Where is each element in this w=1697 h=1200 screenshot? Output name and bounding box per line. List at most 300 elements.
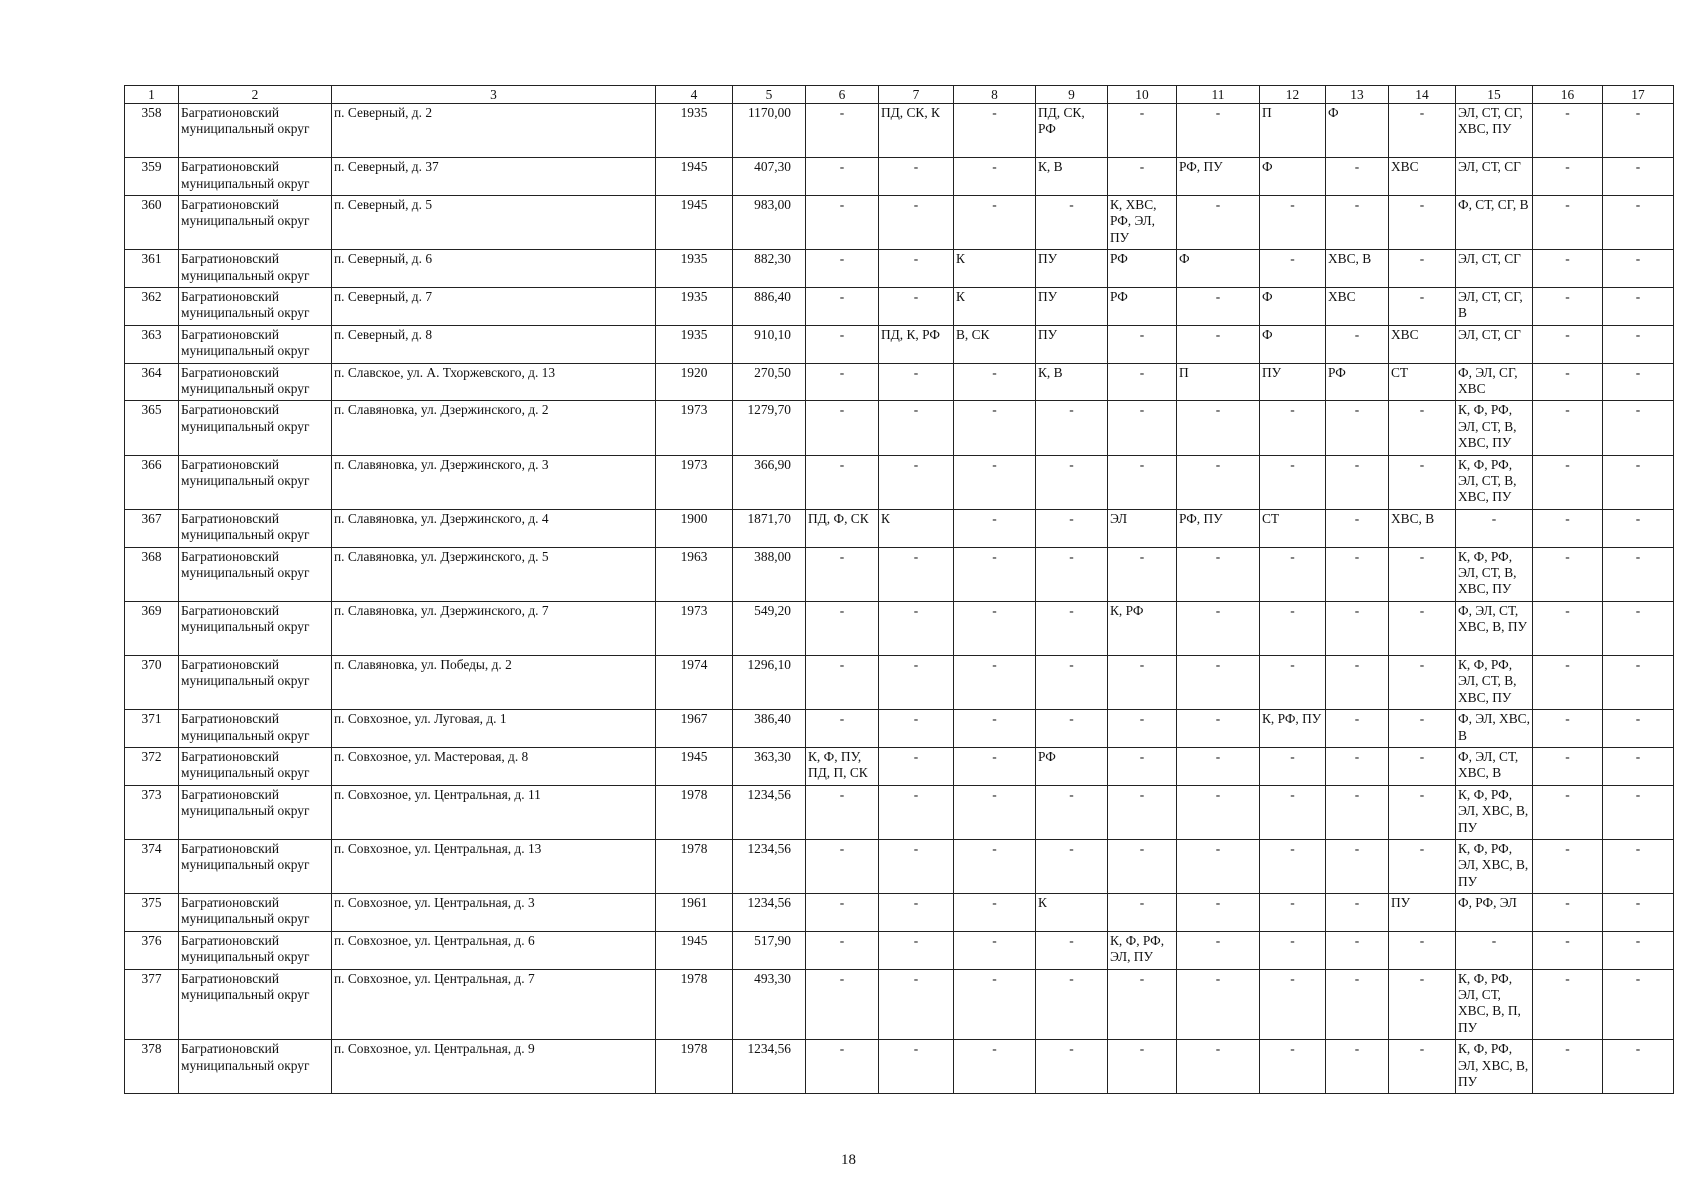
cell-col-9: -: [1036, 401, 1108, 455]
cell-col-6: -: [806, 785, 879, 839]
cell-col-2: Багратионовский муниципальный округ: [179, 287, 332, 325]
cell-col-5: 363,30: [733, 747, 806, 785]
cell-col-13: -: [1326, 839, 1389, 893]
cell-col-6: -: [806, 931, 879, 969]
cell-col-9: РФ: [1036, 747, 1108, 785]
cell-col-13: -: [1326, 455, 1389, 509]
cell-col-1: 374: [125, 839, 179, 893]
cell-col-8: -: [954, 655, 1036, 709]
cell-col-11: -: [1177, 655, 1260, 709]
cell-col-12: -: [1260, 931, 1326, 969]
cell-col-13: РФ: [1326, 363, 1389, 401]
cell-col-17: -: [1603, 747, 1674, 785]
cell-col-4: 1945: [656, 747, 733, 785]
cell-col-14: -: [1389, 747, 1456, 785]
cell-col-11: -: [1177, 195, 1260, 249]
cell-col-17: -: [1603, 104, 1674, 158]
cell-col-8: -: [954, 1040, 1036, 1094]
cell-col-5: 1871,70: [733, 509, 806, 547]
cell-col-8: -: [954, 785, 1036, 839]
cell-col-10: -: [1108, 1040, 1177, 1094]
column-header-5: 5: [733, 86, 806, 104]
cell-col-17: -: [1603, 547, 1674, 601]
cell-col-16: -: [1533, 601, 1603, 655]
cell-col-13: -: [1326, 785, 1389, 839]
cell-col-9: ПД, СК, РФ: [1036, 104, 1108, 158]
cell-col-1: 360: [125, 195, 179, 249]
cell-col-12: -: [1260, 655, 1326, 709]
cell-col-16: -: [1533, 250, 1603, 288]
cell-col-6: К, Ф, ПУ, ПД, П, СК: [806, 747, 879, 785]
cell-col-3: п. Славяновка, ул. Дзержинского, д. 7: [332, 601, 656, 655]
cell-col-3: п. Северный, д. 6: [332, 250, 656, 288]
cell-col-14: -: [1389, 601, 1456, 655]
table-header: [125, 86, 1674, 104]
cell-col-3: п. Славяновка, ул. Дзержинского, д. 2: [332, 401, 656, 455]
cell-col-1: 367: [125, 509, 179, 547]
cell-col-14: -: [1389, 785, 1456, 839]
cell-col-9: -: [1036, 655, 1108, 709]
cell-col-11: Ф: [1177, 250, 1260, 288]
cell-col-7: -: [879, 601, 954, 655]
cell-col-10: -: [1108, 363, 1177, 401]
cell-col-5: 549,20: [733, 601, 806, 655]
cell-col-1: 378: [125, 1040, 179, 1094]
cell-col-10: -: [1108, 710, 1177, 748]
cell-col-11: -: [1177, 287, 1260, 325]
cell-col-14: -: [1389, 931, 1456, 969]
cell-col-8: -: [954, 104, 1036, 158]
column-header-4: 4: [656, 86, 733, 104]
cell-col-7: К: [879, 509, 954, 547]
cell-col-13: -: [1326, 710, 1389, 748]
cell-col-8: -: [954, 547, 1036, 601]
cell-col-4: 1945: [656, 195, 733, 249]
cell-col-6: -: [806, 547, 879, 601]
cell-col-11: -: [1177, 547, 1260, 601]
cell-col-10: -: [1108, 839, 1177, 893]
cell-col-17: -: [1603, 195, 1674, 249]
cell-col-9: -: [1036, 601, 1108, 655]
housing-register-table: [124, 85, 1674, 1094]
header-row: [125, 86, 1674, 104]
table-row: [125, 250, 1674, 288]
cell-col-16: -: [1533, 785, 1603, 839]
cell-col-14: -: [1389, 455, 1456, 509]
cell-col-10: -: [1108, 785, 1177, 839]
cell-col-13: -: [1326, 601, 1389, 655]
cell-col-4: 1973: [656, 401, 733, 455]
cell-col-6: -: [806, 363, 879, 401]
cell-col-10: К, Ф, РФ, ЭЛ, ПУ: [1108, 931, 1177, 969]
cell-col-5: 1234,56: [733, 1040, 806, 1094]
cell-col-13: Ф: [1326, 104, 1389, 158]
cell-col-4: 1935: [656, 104, 733, 158]
cell-col-14: -: [1389, 969, 1456, 1040]
cell-col-7: -: [879, 710, 954, 748]
cell-col-16: -: [1533, 158, 1603, 196]
column-header-17: 17: [1603, 86, 1674, 104]
cell-col-5: 1279,70: [733, 401, 806, 455]
cell-col-14: -: [1389, 839, 1456, 893]
table-row: [125, 747, 1674, 785]
cell-col-1: 370: [125, 655, 179, 709]
cell-col-11: -: [1177, 325, 1260, 363]
cell-col-1: 368: [125, 547, 179, 601]
cell-col-8: -: [954, 363, 1036, 401]
cell-col-4: 1935: [656, 287, 733, 325]
cell-col-15: К, Ф, РФ, ЭЛ, ХВС, В, ПУ: [1456, 839, 1533, 893]
table-body: [125, 104, 1674, 1094]
cell-col-7: -: [879, 969, 954, 1040]
cell-col-4: 1935: [656, 325, 733, 363]
cell-col-13: -: [1326, 509, 1389, 547]
cell-col-15: К, Ф, РФ, ЭЛ, СТ, В, ХВС, ПУ: [1456, 655, 1533, 709]
cell-col-9: -: [1036, 195, 1108, 249]
cell-col-3: п. Совхозное, ул. Мастеровая, д. 8: [332, 747, 656, 785]
cell-col-14: -: [1389, 401, 1456, 455]
column-header-14: 14: [1389, 86, 1456, 104]
cell-col-17: -: [1603, 287, 1674, 325]
cell-col-15: -: [1456, 931, 1533, 969]
cell-col-12: Ф: [1260, 158, 1326, 196]
cell-col-2: Багратионовский муниципальный округ: [179, 455, 332, 509]
cell-col-5: 882,30: [733, 250, 806, 288]
cell-col-7: -: [879, 931, 954, 969]
cell-col-3: п. Северный, д. 37: [332, 158, 656, 196]
cell-col-15: К, Ф, РФ, ЭЛ, СТ, В, ХВС, ПУ: [1456, 547, 1533, 601]
cell-col-1: 362: [125, 287, 179, 325]
cell-col-1: 366: [125, 455, 179, 509]
cell-col-2: Багратионовский муниципальный округ: [179, 747, 332, 785]
cell-col-3: п. Северный, д. 2: [332, 104, 656, 158]
cell-col-16: -: [1533, 401, 1603, 455]
column-header-15: 15: [1456, 86, 1533, 104]
cell-col-15: К, Ф, РФ, ЭЛ, СТ, В, ХВС, ПУ: [1456, 401, 1533, 455]
table-row: [125, 785, 1674, 839]
cell-col-14: -: [1389, 710, 1456, 748]
cell-col-3: п. Совхозное, ул. Центральная, д. 7: [332, 969, 656, 1040]
cell-col-6: -: [806, 287, 879, 325]
table-row: [125, 195, 1674, 249]
cell-col-8: -: [954, 969, 1036, 1040]
cell-col-9: ПУ: [1036, 287, 1108, 325]
cell-col-16: -: [1533, 839, 1603, 893]
cell-col-2: Багратионовский муниципальный округ: [179, 363, 332, 401]
cell-col-14: ХВС, В: [1389, 509, 1456, 547]
cell-col-13: ХВС, В: [1326, 250, 1389, 288]
cell-col-10: -: [1108, 969, 1177, 1040]
cell-col-13: -: [1326, 655, 1389, 709]
cell-col-16: -: [1533, 287, 1603, 325]
cell-col-15: -: [1456, 509, 1533, 547]
cell-col-10: -: [1108, 747, 1177, 785]
cell-col-15: Ф, ЭЛ, СТ, ХВС, В, ПУ: [1456, 601, 1533, 655]
cell-col-5: 386,40: [733, 710, 806, 748]
cell-col-10: -: [1108, 547, 1177, 601]
cell-col-1: 369: [125, 601, 179, 655]
cell-col-3: п. Совхозное, ул. Центральная, д. 11: [332, 785, 656, 839]
cell-col-4: 1978: [656, 839, 733, 893]
cell-col-8: В, СК: [954, 325, 1036, 363]
column-header-8: 8: [954, 86, 1036, 104]
cell-col-6: -: [806, 839, 879, 893]
cell-col-15: К, Ф, РФ, ЭЛ, СТ, ХВС, В, П, ПУ: [1456, 969, 1533, 1040]
cell-col-6: ПД, Ф, СК: [806, 509, 879, 547]
table-row: [125, 969, 1674, 1040]
cell-col-17: -: [1603, 158, 1674, 196]
cell-col-3: п. Славяновка, ул. Дзержинского, д. 5: [332, 547, 656, 601]
cell-col-4: 1900: [656, 509, 733, 547]
cell-col-16: -: [1533, 931, 1603, 969]
cell-col-7: -: [879, 894, 954, 932]
cell-col-13: -: [1326, 969, 1389, 1040]
cell-col-17: -: [1603, 969, 1674, 1040]
table-row: [125, 158, 1674, 196]
cell-col-3: п. Славяновка, ул. Победы, д. 2: [332, 655, 656, 709]
cell-col-14: -: [1389, 250, 1456, 288]
column-header-12: 12: [1260, 86, 1326, 104]
cell-col-3: п. Северный, д. 8: [332, 325, 656, 363]
cell-col-10: -: [1108, 655, 1177, 709]
cell-col-4: 1920: [656, 363, 733, 401]
cell-col-4: 1967: [656, 710, 733, 748]
cell-col-12: -: [1260, 547, 1326, 601]
cell-col-5: 493,30: [733, 969, 806, 1040]
cell-col-12: Ф: [1260, 325, 1326, 363]
cell-col-4: 1963: [656, 547, 733, 601]
cell-col-10: -: [1108, 455, 1177, 509]
cell-col-1: 361: [125, 250, 179, 288]
column-header-7: 7: [879, 86, 954, 104]
cell-col-11: -: [1177, 931, 1260, 969]
cell-col-7: -: [879, 785, 954, 839]
cell-col-17: -: [1603, 839, 1674, 893]
cell-col-12: -: [1260, 839, 1326, 893]
cell-col-9: К, В: [1036, 363, 1108, 401]
cell-col-12: СТ: [1260, 509, 1326, 547]
cell-col-1: 372: [125, 747, 179, 785]
table-row: [125, 839, 1674, 893]
cell-col-7: -: [879, 287, 954, 325]
cell-col-4: 1973: [656, 455, 733, 509]
cell-col-8: -: [954, 509, 1036, 547]
cell-col-3: п. Славяновка, ул. Дзержинского, д. 3: [332, 455, 656, 509]
cell-col-17: -: [1603, 931, 1674, 969]
cell-col-5: 1170,00: [733, 104, 806, 158]
cell-col-6: -: [806, 401, 879, 455]
cell-col-13: -: [1326, 401, 1389, 455]
cell-col-11: -: [1177, 710, 1260, 748]
cell-col-1: 371: [125, 710, 179, 748]
cell-col-11: РФ, ПУ: [1177, 158, 1260, 196]
table-row: [125, 509, 1674, 547]
cell-col-14: ПУ: [1389, 894, 1456, 932]
cell-col-9: -: [1036, 509, 1108, 547]
cell-col-14: -: [1389, 195, 1456, 249]
cell-col-8: -: [954, 601, 1036, 655]
cell-col-16: -: [1533, 747, 1603, 785]
column-header-16: 16: [1533, 86, 1603, 104]
cell-col-13: -: [1326, 158, 1389, 196]
cell-col-8: -: [954, 894, 1036, 932]
cell-col-4: 1978: [656, 1040, 733, 1094]
cell-col-14: -: [1389, 655, 1456, 709]
cell-col-6: -: [806, 969, 879, 1040]
table-row: [125, 455, 1674, 509]
cell-col-13: ХВС: [1326, 287, 1389, 325]
cell-col-3: п. Совхозное, ул. Центральная, д. 9: [332, 1040, 656, 1094]
cell-col-7: -: [879, 401, 954, 455]
cell-col-15: ЭЛ, СТ, СГ, ХВС, ПУ: [1456, 104, 1533, 158]
cell-col-7: ПД, СК, К: [879, 104, 954, 158]
cell-col-7: -: [879, 547, 954, 601]
cell-col-15: ЭЛ, СТ, СГ: [1456, 250, 1533, 288]
cell-col-4: 1961: [656, 894, 733, 932]
cell-col-10: -: [1108, 894, 1177, 932]
cell-col-14: ХВС: [1389, 325, 1456, 363]
cell-col-1: 375: [125, 894, 179, 932]
cell-col-13: -: [1326, 747, 1389, 785]
cell-col-17: -: [1603, 655, 1674, 709]
cell-col-2: Багратионовский муниципальный округ: [179, 547, 332, 601]
cell-col-9: -: [1036, 455, 1108, 509]
cell-col-11: П: [1177, 363, 1260, 401]
cell-col-6: -: [806, 894, 879, 932]
cell-col-9: -: [1036, 839, 1108, 893]
cell-col-13: -: [1326, 931, 1389, 969]
cell-col-11: -: [1177, 969, 1260, 1040]
cell-col-15: Ф, ЭЛ, СТ, ХВС, В: [1456, 747, 1533, 785]
cell-col-8: К: [954, 287, 1036, 325]
cell-col-13: -: [1326, 325, 1389, 363]
cell-col-16: -: [1533, 325, 1603, 363]
cell-col-3: п. Северный, д. 7: [332, 287, 656, 325]
page-number: 18: [841, 1152, 856, 1168]
cell-col-5: 1234,56: [733, 839, 806, 893]
cell-col-12: -: [1260, 969, 1326, 1040]
cell-col-17: -: [1603, 401, 1674, 455]
cell-col-3: п. Славское, ул. А. Тхоржевского, д. 13: [332, 363, 656, 401]
cell-col-4: 1974: [656, 655, 733, 709]
cell-col-10: -: [1108, 325, 1177, 363]
cell-col-16: -: [1533, 655, 1603, 709]
cell-col-17: -: [1603, 785, 1674, 839]
cell-col-12: П: [1260, 104, 1326, 158]
cell-col-11: -: [1177, 894, 1260, 932]
cell-col-17: -: [1603, 1040, 1674, 1094]
table-row: [125, 325, 1674, 363]
cell-col-2: Багратионовский муниципальный округ: [179, 250, 332, 288]
cell-col-8: К: [954, 250, 1036, 288]
cell-col-10: РФ: [1108, 250, 1177, 288]
cell-col-2: Багратионовский муниципальный округ: [179, 839, 332, 893]
cell-col-17: -: [1603, 455, 1674, 509]
cell-col-1: 363: [125, 325, 179, 363]
cell-col-5: 1234,56: [733, 894, 806, 932]
cell-col-16: -: [1533, 710, 1603, 748]
cell-col-3: п. Совхозное, ул. Центральная, д. 3: [332, 894, 656, 932]
cell-col-2: Багратионовский муниципальный округ: [179, 325, 332, 363]
cell-col-16: -: [1533, 509, 1603, 547]
cell-col-16: -: [1533, 455, 1603, 509]
cell-col-1: 376: [125, 931, 179, 969]
cell-col-16: -: [1533, 894, 1603, 932]
cell-col-15: ЭЛ, СТ, СГ: [1456, 325, 1533, 363]
cell-col-9: -: [1036, 710, 1108, 748]
cell-col-5: 983,00: [733, 195, 806, 249]
cell-col-9: К, В: [1036, 158, 1108, 196]
cell-col-11: -: [1177, 601, 1260, 655]
cell-col-11: РФ, ПУ: [1177, 509, 1260, 547]
column-header-13: 13: [1326, 86, 1389, 104]
cell-col-16: -: [1533, 104, 1603, 158]
cell-col-2: Багратионовский муниципальный округ: [179, 785, 332, 839]
cell-col-1: 364: [125, 363, 179, 401]
cell-col-12: -: [1260, 455, 1326, 509]
cell-col-2: Багратионовский муниципальный округ: [179, 601, 332, 655]
table-row: [125, 894, 1674, 932]
cell-col-12: ПУ: [1260, 363, 1326, 401]
cell-col-6: -: [806, 710, 879, 748]
cell-col-9: ПУ: [1036, 250, 1108, 288]
cell-col-5: 910,10: [733, 325, 806, 363]
cell-col-11: -: [1177, 747, 1260, 785]
table-row: [125, 1040, 1674, 1094]
cell-col-2: Багратионовский муниципальный округ: [179, 509, 332, 547]
cell-col-2: Багратионовский муниципальный округ: [179, 931, 332, 969]
cell-col-15: Ф, СТ, СГ, В: [1456, 195, 1533, 249]
cell-col-13: -: [1326, 894, 1389, 932]
cell-col-16: -: [1533, 195, 1603, 249]
cell-col-1: 359: [125, 158, 179, 196]
cell-col-14: -: [1389, 287, 1456, 325]
cell-col-8: -: [954, 931, 1036, 969]
column-header-10: 10: [1108, 86, 1177, 104]
cell-col-4: 1973: [656, 601, 733, 655]
table-row: [125, 363, 1674, 401]
column-header-1: 1: [125, 86, 179, 104]
column-header-2: 2: [179, 86, 332, 104]
column-header-9: 9: [1036, 86, 1108, 104]
cell-col-9: -: [1036, 931, 1108, 969]
cell-col-12: Ф: [1260, 287, 1326, 325]
cell-col-1: 365: [125, 401, 179, 455]
cell-col-17: -: [1603, 509, 1674, 547]
cell-col-15: Ф, ЭЛ, ХВС, В: [1456, 710, 1533, 748]
cell-col-15: К, Ф, РФ, ЭЛ, ХВС, В, ПУ: [1456, 785, 1533, 839]
cell-col-14: ХВС: [1389, 158, 1456, 196]
cell-col-12: -: [1260, 601, 1326, 655]
cell-col-2: Багратионовский муниципальный округ: [179, 710, 332, 748]
cell-col-15: ЭЛ, СТ, СГ, В: [1456, 287, 1533, 325]
cell-col-16: -: [1533, 1040, 1603, 1094]
cell-col-10: -: [1108, 104, 1177, 158]
cell-col-16: -: [1533, 969, 1603, 1040]
cell-col-3: п. Совхозное, ул. Луговая, д. 1: [332, 710, 656, 748]
cell-col-9: К: [1036, 894, 1108, 932]
cell-col-6: -: [806, 655, 879, 709]
cell-col-6: -: [806, 325, 879, 363]
cell-col-1: 373: [125, 785, 179, 839]
cell-col-2: Багратионовский муниципальный округ: [179, 401, 332, 455]
cell-col-11: -: [1177, 839, 1260, 893]
cell-col-12: -: [1260, 250, 1326, 288]
cell-col-10: -: [1108, 401, 1177, 455]
cell-col-8: -: [954, 710, 1036, 748]
cell-col-4: 1945: [656, 931, 733, 969]
cell-col-3: п. Совхозное, ул. Центральная, д. 13: [332, 839, 656, 893]
